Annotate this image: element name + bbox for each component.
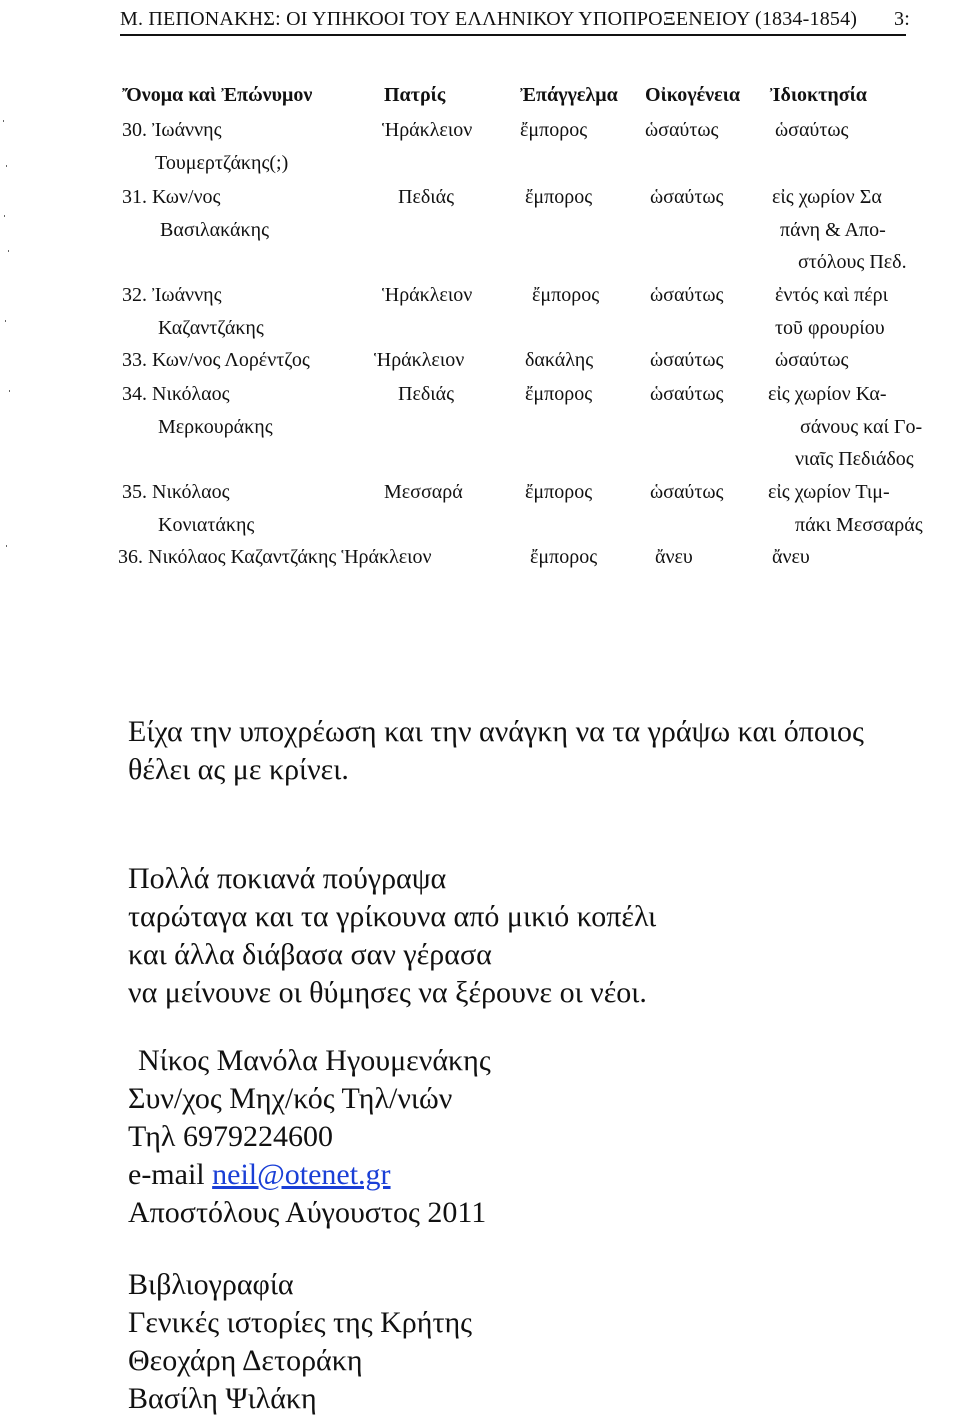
row-property-line: σάνους καί Γο- (800, 416, 923, 438)
page-number: 3: (894, 8, 910, 30)
row-property-line: ὡσαύτως (775, 349, 849, 371)
row-family: ὡσαύτως (650, 186, 724, 208)
row-property-line: εἰς χωρίον Τιμ- (768, 481, 890, 503)
col-header-patris: Πατρίς (384, 84, 446, 106)
row-name-line: 31. Κων/νος (122, 186, 221, 208)
poem-line: ταρώταγα και τα γρίκουνα από μικιό κοπέλι (128, 900, 657, 933)
row-job: ἔμπορος (520, 119, 588, 141)
row-job: δακάλης (525, 349, 594, 371)
row-property-line: ὡσαύτως (775, 119, 849, 141)
signature-block (128, 1042, 491, 1232)
row-property-line: τοῦ φρουρίου (775, 317, 885, 339)
poem (128, 860, 656, 1012)
row-property-line: ἐντός καὶ πέρι (775, 284, 889, 306)
intro-paragraph (128, 713, 864, 789)
row-property-line: ἄνευ (772, 546, 810, 568)
col-header-property: Ἰδιοκτησία (770, 84, 867, 106)
poem-line: να μείνουνε οι θύμησες να ξέρουνε οι νέοι. (128, 976, 647, 1009)
page-header (120, 8, 940, 31)
row-family: ὡσαύτως (650, 284, 724, 306)
poem-line: και άλλα διάβασα σαν γέρασα (128, 938, 492, 971)
row-name-line: 30. Ἰωάννης (122, 119, 222, 141)
row-job: ἔμπορος (530, 546, 598, 568)
row-patris: Μεσσαρά (384, 481, 463, 503)
place-date: Αποστόλους Αύγουστος 2011 (128, 1196, 487, 1229)
email-label: e-mail (128, 1158, 213, 1191)
intro-line: Είχα την υποχρέωση και την ανάγκη να τα γράψω και όποιος (128, 715, 864, 748)
row-name-line: Κονιατάκης (158, 514, 255, 536)
row-name-line: Βασιλακάκης (160, 219, 269, 241)
poem-line: Πολλά ποκιανά πούγραψα (128, 862, 447, 895)
author-title: Συν/χος Μηχ/κός Τηλ/νιών (128, 1082, 453, 1115)
row-patris: Πεδιάς (398, 383, 455, 405)
bibliography-heading: Βιβλιογραφία (128, 1268, 294, 1301)
row-name-line: Τουμερτζάκης(;) (155, 152, 289, 174)
row-job: ἔμπορος (525, 186, 593, 208)
email-link[interactable]: neil@otenet.gr (212, 1158, 391, 1191)
row-name-line: Μερκουράκης (158, 416, 273, 438)
row-patris: Ἡράκλειον (374, 349, 465, 371)
row-property-line: εἰς χωρίον Σα (772, 186, 882, 208)
row-family: ὡσαύτως (650, 481, 724, 503)
row-name-line: 35. Νικόλαος (122, 481, 230, 503)
col-header-job: Ἐπάγγελμα (520, 84, 618, 106)
row-family: ἄνευ (655, 546, 693, 568)
row-family: ὡσαύτως (645, 119, 719, 141)
header-divider (120, 34, 906, 36)
bibliography-item: Γενικές ιστορίες της Κρήτης (128, 1306, 473, 1339)
row-property-line: νιαῖς Πεδιάδος (795, 448, 914, 470)
intro-line: θέλει ας με κρίνει. (128, 753, 349, 786)
row-property-line: στόλους Πεδ. (798, 251, 907, 273)
col-header-family: Οἰκογένεια (645, 84, 741, 106)
row-patris: Ἡράκλειον (382, 119, 473, 141)
row-name-line: 36. Νικόλαος Καζαντζάκης Ἡράκλειον (118, 546, 432, 568)
bibliography-item: Θεοχάρη Δετοράκη (128, 1344, 363, 1377)
row-patris: Πεδιάς (398, 186, 455, 208)
row-name-line: Καζαντζάκης (158, 317, 264, 339)
header-title: Μ. ΠΕΠΟΝΑΚΗΣ: ΟΙ ΥΠΗΚΟΟΙ ΤΟΥ ΕΛΛΗΝΙΚΟΥ ΥΠΟΠΡΟΞΕΝΕΙΟΥ (1834-1854) (120, 8, 858, 30)
row-family: ὡσαύτως (650, 383, 724, 405)
row-job: ἔμπορος (525, 383, 593, 405)
row-name-line: 32. Ἰωάννης (122, 284, 222, 306)
row-job: ἔμπορος (525, 481, 593, 503)
author-phone: Τηλ 6979224600 (128, 1120, 333, 1153)
row-name-line: 33. Κων/νος Λορέντζος (122, 349, 310, 371)
author-name: Νίκος Μανόλα Ηγουμενάκης (138, 1044, 491, 1077)
col-header-name: Ὄνομα καὶ Ἐπώνυμον (122, 84, 313, 106)
row-property-line: πάκι Μεσσαράς (795, 514, 923, 536)
row-family: ὡσαύτως (650, 349, 724, 371)
bibliography-item: Βασίλη Ψιλάκη (128, 1382, 317, 1415)
author-email-line (128, 1156, 491, 1194)
row-property-line: εἰς χωρίον Κα- (768, 383, 887, 405)
row-patris: Ἡράκλειον (382, 284, 473, 306)
row-property-line: πάνη & Απο- (780, 219, 886, 241)
bibliography (128, 1266, 472, 1418)
row-name-line: 34. Νικόλαος (122, 383, 230, 405)
row-job: ἔμπορος (532, 284, 600, 306)
